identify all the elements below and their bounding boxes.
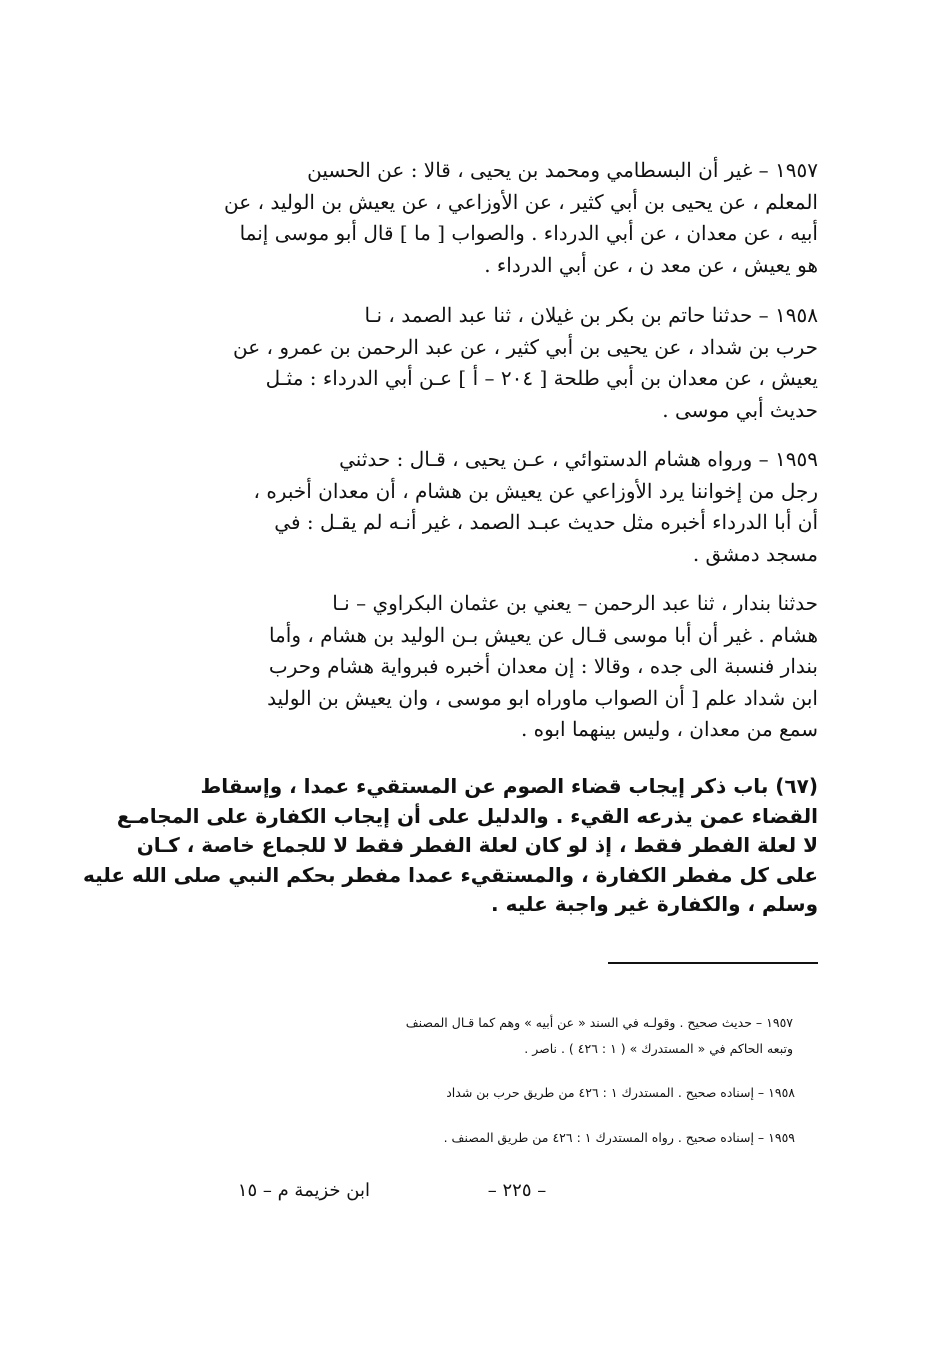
page-number: – ٢٢٥ – — [487, 1180, 547, 1201]
paragraph-1957 — [158, 155, 818, 281]
running-title: ابن خزيمة م – ١٥ — [237, 1180, 370, 1201]
footnote-line: ١٩٥٨ – إسناده صحيح . المستدرك ١ : ٤٢٦ من طريق حرب بن شداد — [446, 1085, 795, 1100]
text-line: حرب بن شداد ، عن يحيى بن أبي كثير ، عن عبد الرحمن بن عمرو ، عن — [233, 334, 818, 359]
heading-line: (٦٧) باب ذكر إيجاب قضاء الصوم عن المستقيء عمدا ، وإسقاط — [200, 774, 818, 798]
text-line: سمع من معدان ، وليس بينهما ابوه . — [520, 717, 818, 741]
footnote-line: ١٩٥٩ – إسناده صحيح . رواه المستدرك ١ : ٤٢٦ من طريق المصنف . — [443, 1130, 795, 1145]
footnote-1959 — [250, 1125, 795, 1151]
text-line: بندار فنسبة الى جده ، وقالا : إن معدان أخبره فبرواية هشام وحرب — [268, 654, 818, 678]
text-line: ١٩٥٨ – حدثنا حاتم بن بكر بن غيلان ، ثنا عبد الصمد ، نـا — [364, 303, 818, 327]
text-line: ابن شداد علم [ أن الصواب ماوراه ابو موسى ، وان يعيش بن الوليد — [267, 685, 818, 710]
text-line: حدثنا بندار ، ثنا عبد الرحمن – يعني بن عثمان البكراوي – نـا — [332, 591, 818, 615]
text-line: ١٩٥٧ – غير أن البسطامي ومحمد بن يحيى ، قالا : عن الحسين — [307, 158, 818, 182]
footnote-separator — [608, 962, 818, 964]
text-line: مسجد دمشق . — [692, 541, 818, 566]
heading-line: وسلم ، والكفارة غير واجبة عليه . — [491, 892, 818, 916]
paragraph-1959 — [158, 444, 818, 570]
chapter-heading — [82, 772, 818, 920]
text-line: ١٩٥٩ – ورواه هشام الدستوائي ، عـن يحيى ، قـال : حدثني — [339, 447, 818, 471]
footnote-1958 — [250, 1080, 795, 1106]
text-line: حديث أبي موسى . — [662, 397, 818, 422]
heading-line: لا لعلة الفطر فقط ، إذ لو كان لعلة الفطر فقط لا للجماع خاصة ، كـان — [136, 833, 818, 857]
paragraph-1958 — [158, 300, 818, 426]
footnote-line: ١٩٥٧ – حديث صحيح . وقولـه في السند « عن أبيه » وهم كما قـال المصنف — [405, 1015, 793, 1030]
heading-line: القضاء عمن يذرعه القيء . والدليل على أن إيجاب الكفارة على المجامـع — [116, 803, 818, 828]
footnote-1957 — [185, 1010, 793, 1062]
paragraph-bundar — [158, 588, 818, 746]
footnote-line: وتبعه الحاكم في « المستدرك » ( ١ : ٤٢٦ ) . ناصر . — [524, 1041, 793, 1056]
text-line: هشام . غير أن أبا موسى قـال عن يعيش بـن الوليد بن هشام ، وأما — [268, 622, 818, 647]
text-line: هو يعيش ، عن معد ن ، عن أبي الدرداء . — [484, 252, 818, 277]
text-line: يعيش ، عن معدان بن أبي طلحة [ ٢٠٤ – أ ] عـن أبي الدرداء : مثـل — [265, 366, 818, 390]
text-line: رجل من إخواننا يرد الأوزاعي عن يعيش بن هشام ، أن معدان أخبره ، — [253, 478, 818, 503]
text-line: أبيه ، عن معدان ، عن أبي الدرداء . والصواب [ ما ] قال أبو موسى إنما — [239, 221, 818, 245]
text-line: المعلم ، عن يحيى بن أبي كثير ، عن الأوزاعي ، عن يعيش بن الوليد ، عن — [224, 189, 818, 214]
heading-line: على كل مفطر الكفارة ، والمستقيء عمدا مفطر بحكم النبي صلى الله عليه — [82, 862, 818, 887]
text-line: أن أبا الدرداء أخبره مثل حديث عبـد الصمد ، غير أنـه لم يقـل : في — [274, 510, 818, 534]
